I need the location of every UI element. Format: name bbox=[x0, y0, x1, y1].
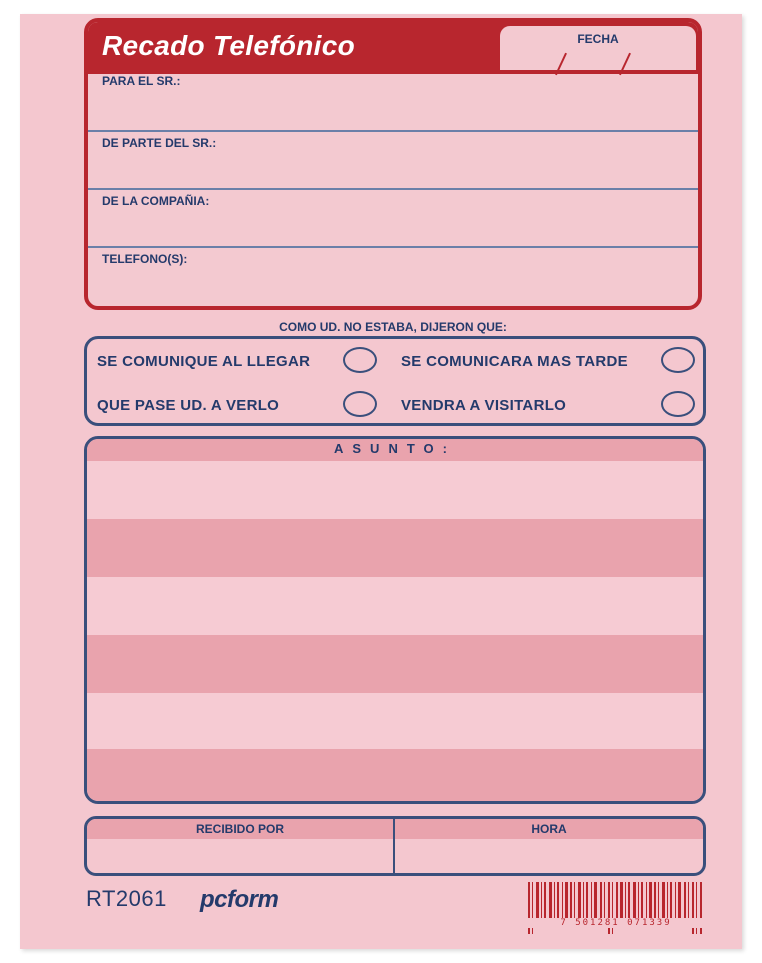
option-label: SE COMUNIQUE AL LLEGAR bbox=[97, 352, 311, 370]
date-area bbox=[492, 22, 702, 74]
field-label-para: PARA EL SR.: bbox=[102, 74, 181, 88]
subject-band bbox=[87, 693, 703, 749]
date-separator-1 bbox=[555, 53, 567, 76]
checkbox-vendra[interactable] bbox=[661, 391, 695, 417]
subject-label: ASUNTO: bbox=[334, 441, 456, 456]
checkbox-que-pase[interactable] bbox=[343, 391, 377, 417]
subject-band bbox=[87, 749, 703, 804]
option-label: QUE PASE UD. A VERLO bbox=[97, 396, 280, 414]
option-que-pase bbox=[97, 387, 279, 423]
barcode-number: 7 501281 071339 bbox=[526, 918, 706, 928]
field-para-el-sr[interactable] bbox=[88, 74, 698, 132]
date-separator-2 bbox=[619, 53, 631, 76]
field-de-la-compania[interactable] bbox=[88, 190, 698, 248]
checkbox-se-comunicara[interactable] bbox=[661, 347, 695, 373]
message-form-sheet bbox=[20, 14, 742, 949]
option-se-comunique bbox=[97, 343, 310, 379]
field-label-telefonos: TELEFONO(S): bbox=[102, 252, 188, 266]
subject-band bbox=[87, 635, 703, 693]
received-box bbox=[84, 816, 706, 876]
subject-box[interactable] bbox=[84, 436, 706, 804]
subject-band bbox=[87, 461, 703, 519]
field-de-parte-del-sr[interactable] bbox=[88, 132, 698, 190]
date-label: FECHA bbox=[577, 32, 619, 46]
recipient-info-box bbox=[84, 18, 702, 310]
time-label: HORA bbox=[395, 819, 703, 839]
option-label: SE COMUNICARA MAS TARDE bbox=[401, 352, 628, 370]
received-by-field[interactable] bbox=[87, 819, 393, 873]
field-label-compania: DE LA COMPAÑIA: bbox=[102, 194, 210, 208]
option-se-comunicara bbox=[401, 343, 628, 379]
date-field[interactable] bbox=[500, 26, 696, 70]
option-vendra bbox=[401, 387, 566, 423]
checkbox-se-comunique[interactable] bbox=[343, 347, 377, 373]
options-heading: COMO UD. NO ESTABA, DIJERON QUE: bbox=[279, 320, 507, 334]
options-box bbox=[84, 336, 706, 426]
field-telefonos[interactable] bbox=[88, 248, 698, 306]
received-by-label: RECIBIDO POR bbox=[87, 819, 393, 839]
subject-band bbox=[87, 519, 703, 577]
title-bar bbox=[88, 22, 492, 74]
brand-logo: pcform bbox=[200, 886, 279, 913]
option-label: VENDRA A VISITARLO bbox=[401, 396, 567, 414]
field-label-de-parte: DE PARTE DEL SR.: bbox=[102, 136, 217, 150]
form-title: Recado Telefónico bbox=[102, 30, 355, 61]
product-code: RT2061 bbox=[86, 886, 167, 911]
subject-band bbox=[87, 577, 703, 635]
time-field[interactable] bbox=[395, 819, 703, 873]
